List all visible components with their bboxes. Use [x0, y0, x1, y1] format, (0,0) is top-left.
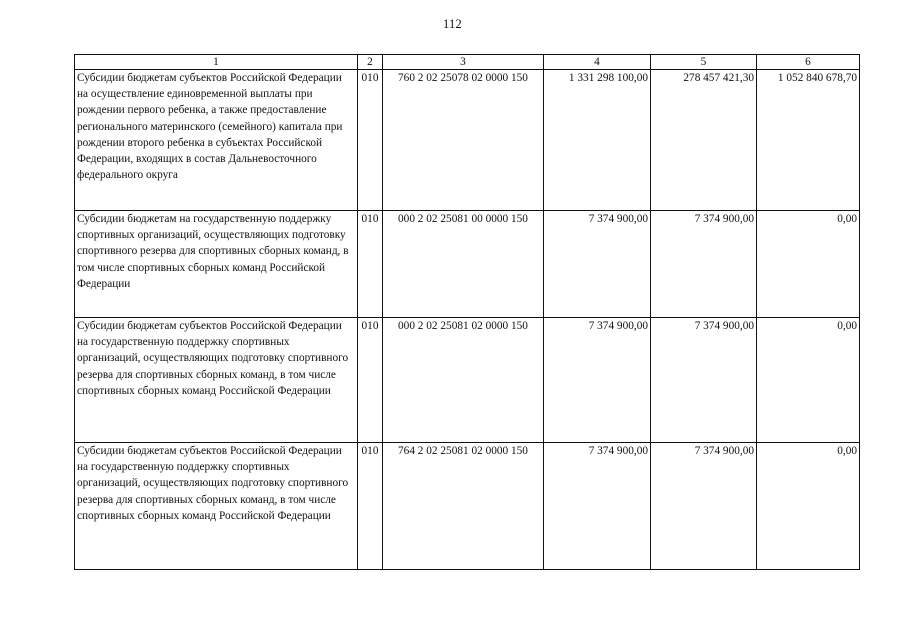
row-col4: 7 374 900,00 [544, 443, 651, 570]
row-code: 010 [358, 211, 383, 318]
row-code: 010 [358, 70, 383, 211]
row-col6: 1 052 840 678,70 [757, 70, 860, 211]
budget-table [74, 54, 860, 570]
header-cell-6: 6 [757, 55, 860, 70]
row-col5: 7 374 900,00 [651, 211, 757, 318]
table-row [75, 443, 860, 570]
row-kbk: 000 2 02 25081 00 0000 150 [383, 211, 544, 318]
row-col5: 7 374 900,00 [651, 318, 757, 443]
row-kbk: 000 2 02 25081 02 0000 150 [383, 318, 544, 443]
row-description: Субсидии бюджетам субъектов Российской Федерации на государственную поддержку спортивных организаций, осуществляющих подготовку спортивного резерва для спортивных сборных команд, в том числе спортивных сборных команд Российской Федерации [75, 443, 358, 570]
row-description: Субсидии бюджетам на государственную поддержку спортивных организаций, осуществляющих подготовку спортивного резерва для спортивных сборных команд, в том числе спортивных сборных команд Российской Федерации [75, 211, 358, 318]
header-cell-2: 2 [358, 55, 383, 70]
row-col6: 0,00 [757, 211, 860, 318]
row-description: Субсидии бюджетам субъектов Российской Федерации на государственную поддержку спортивных организаций, осуществляющих подготовку спортивного резерва для спортивных сборных команд, в том числе спортивных сборных команд Российской Федерации [75, 318, 358, 443]
row-kbk: 760 2 02 25078 02 0000 150 [383, 70, 544, 211]
row-col5: 7 374 900,00 [651, 443, 757, 570]
row-code: 010 [358, 318, 383, 443]
row-col6: 0,00 [757, 318, 860, 443]
header-cell-4: 4 [544, 55, 651, 70]
header-cell-3: 3 [383, 55, 544, 70]
row-col4: 1 331 298 100,00 [544, 70, 651, 211]
row-col4: 7 374 900,00 [544, 211, 651, 318]
row-description: Субсидии бюджетам субъектов Российской Федерации на осуществление единовременной выплаты при рождении первого ребенка, а также предоставление регионального материнского (семейного) капитала при рождении второго ребенка в субъектах Российской Федерации, входящих в состав Дальневосточного федерального округа [75, 70, 358, 211]
row-col5: 278 457 421,30 [651, 70, 757, 211]
row-col6: 0,00 [757, 443, 860, 570]
table-header-row [75, 55, 860, 70]
header-cell-5: 5 [651, 55, 757, 70]
header-cell-1: 1 [75, 55, 358, 70]
table-row [75, 318, 860, 443]
page-number: 112 [443, 17, 462, 31]
table-row [75, 211, 860, 318]
table-row [75, 70, 860, 211]
row-col4: 7 374 900,00 [544, 318, 651, 443]
row-kbk: 764 2 02 25081 02 0000 150 [383, 443, 544, 570]
row-code: 010 [358, 443, 383, 570]
